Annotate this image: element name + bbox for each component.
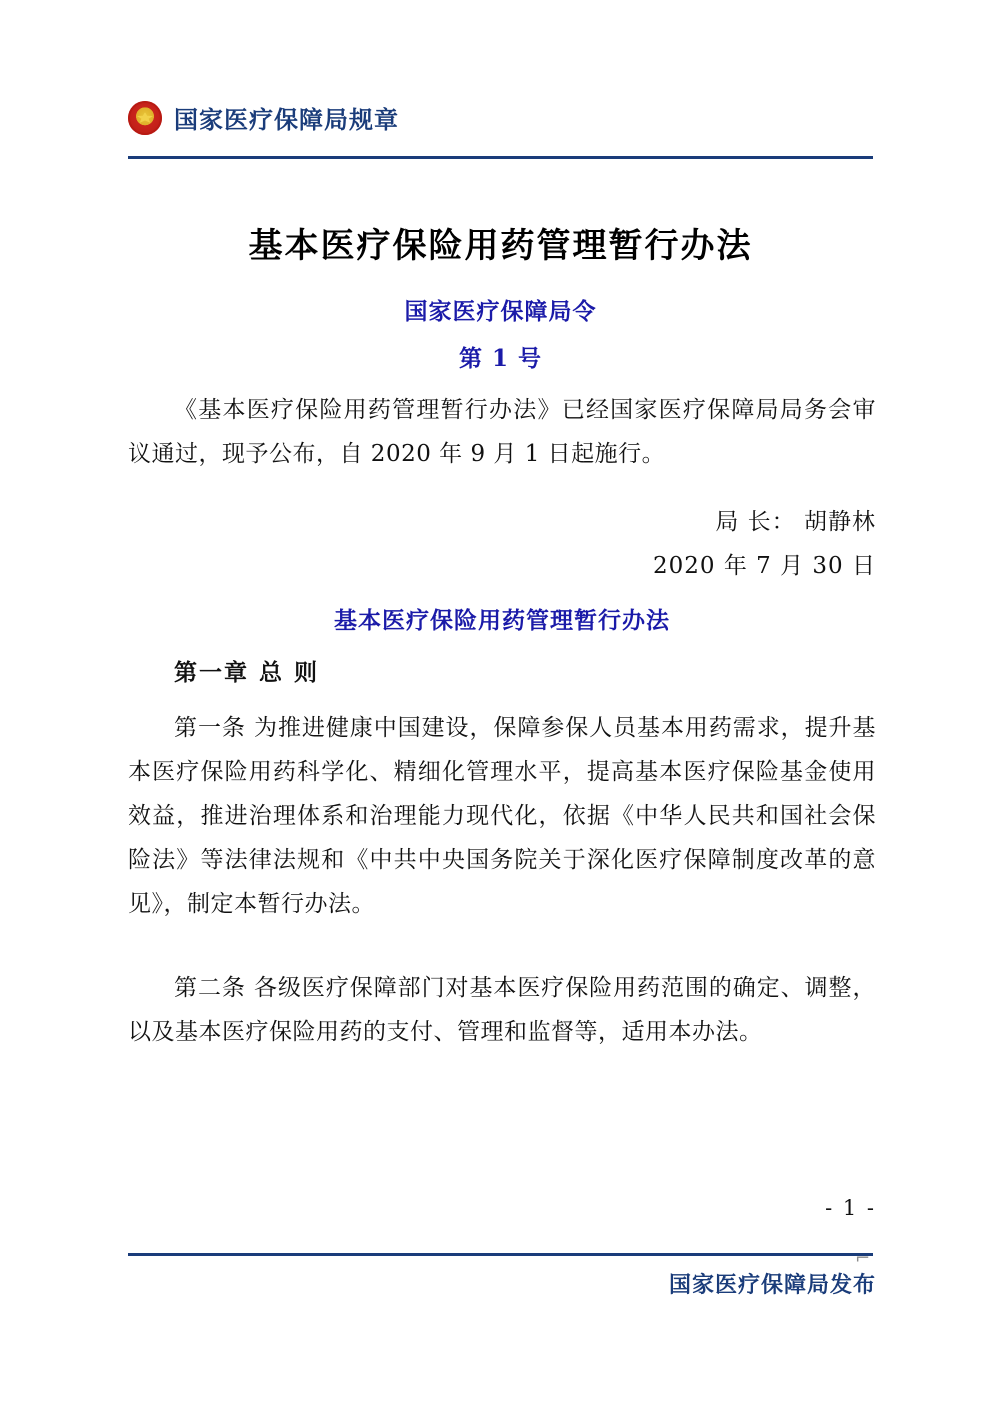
header-divider — [128, 156, 873, 159]
section-title: 基本医疗保险用药管理暂行办法 — [334, 607, 670, 634]
header-title: 国家医疗保障局规章 — [174, 105, 399, 134]
footer-divider — [128, 1253, 873, 1256]
document-header — [128, 100, 873, 135]
article-paragraph-2: 第二条 各级医疗保障部门对基本医疗保险用药范围的确定、调整，以及基本医疗保险用药的支付、管理和监督等，适用本办法。 — [128, 975, 876, 1045]
order-number: 第 1 号 — [458, 345, 543, 372]
sign-date: 2020 年 7 月 30 日 — [653, 553, 876, 579]
article-paragraph-1: 第一条 为推进健康中国建设，保障参保人员基本用药需求，提升基本医疗保险用药科学化、精细化管理水平，提高基本医疗保险基金使用效益，推进治理体系和治理能力现代化，依据《中华人民共和国社会保险法》等法律法规和《中共中央国务院关于深化医疗保障制度改革的意见》，制定本暂行办法。 — [128, 715, 876, 917]
chapter-heading: 第一章 总 则 — [174, 659, 320, 686]
footer-corner-mark: ⌐ — [855, 1248, 871, 1269]
notice-paragraph: 《基本医疗保险用药管理暂行办法》已经国家医疗保障局局务会审议通过，现予公布，自 2020 年 9 月 1 日起施行。 — [128, 397, 876, 467]
page-number: - 1 - — [825, 1196, 876, 1220]
order-issuer: 国家医疗保障局令 — [404, 298, 597, 325]
national-emblem-icon — [128, 101, 162, 135]
footer-publisher: 国家医疗保障局发布 — [668, 1272, 876, 1298]
signer-name: 局 长： 胡静林 — [715, 509, 876, 535]
page-title: 基本医疗保险用药管理暂行办法 — [248, 226, 753, 266]
